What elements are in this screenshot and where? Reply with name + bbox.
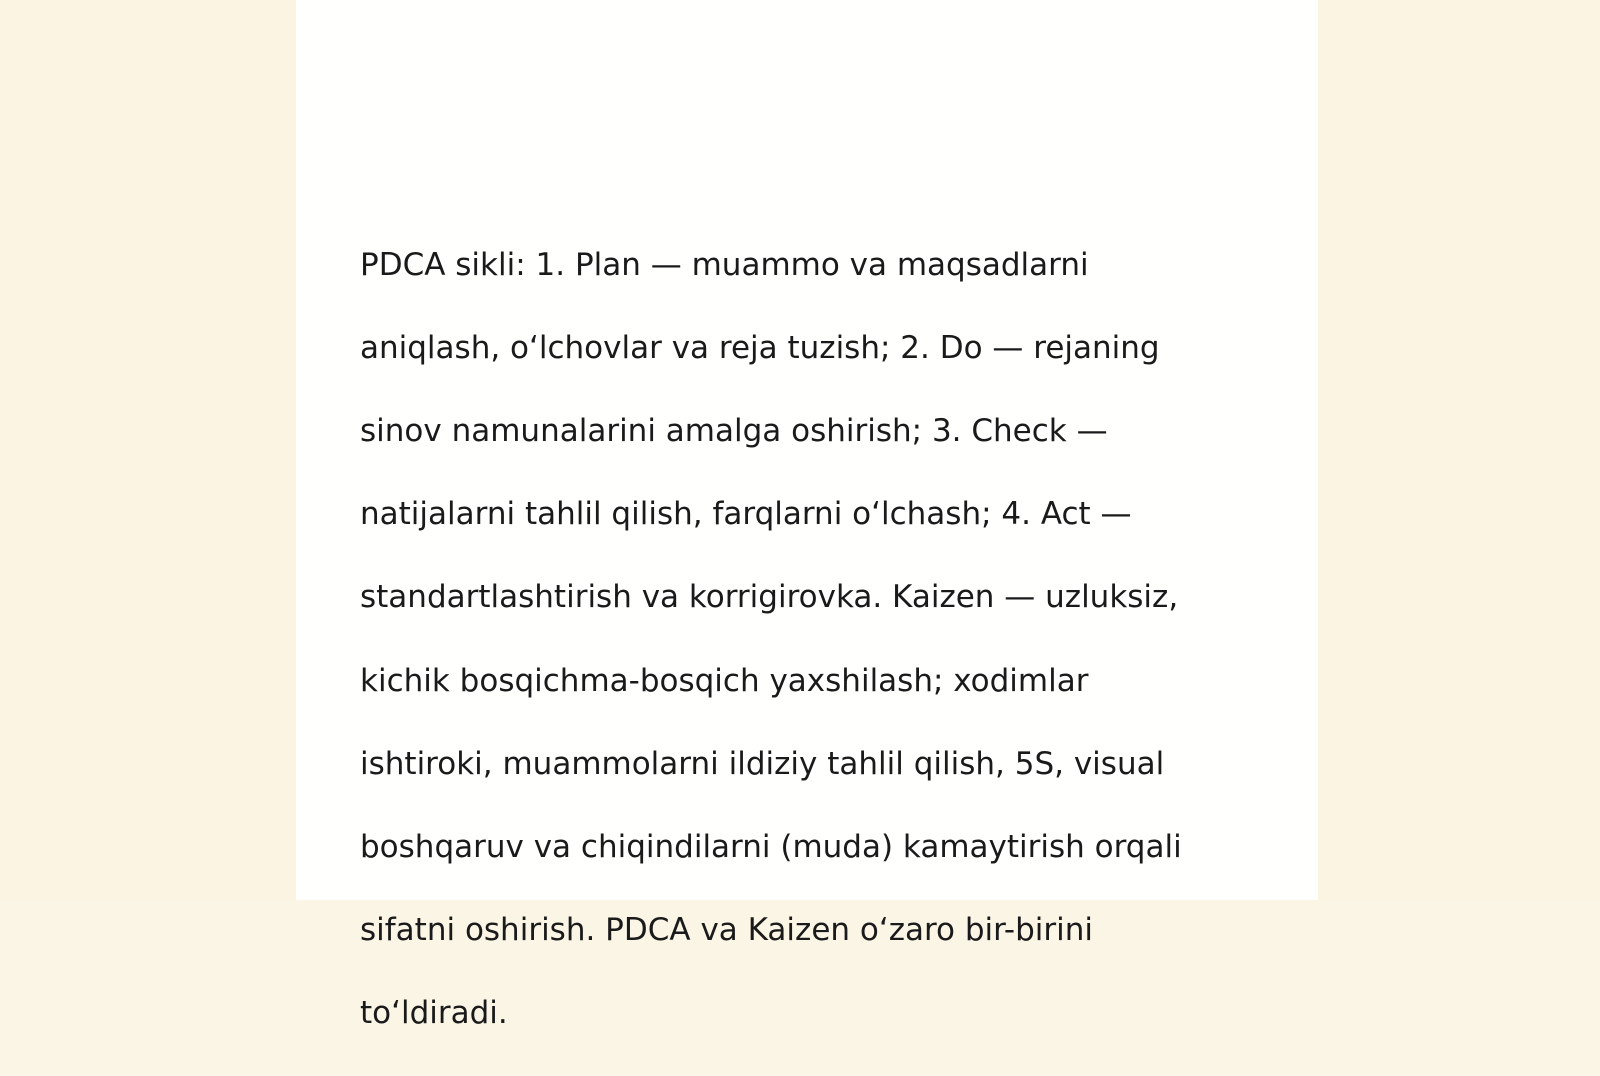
right-margin — [1318, 0, 1600, 900]
body-line: to‘ldiradi. — [360, 995, 508, 1032]
body-line: sifatni oshirish. PDCA va Kaizen o‘zaro bir-birini — [360, 912, 1094, 949]
slide-body-text — [360, 203, 1230, 1076]
body-line: natijalarni tahlil qilish, farqlarni o‘lchash; 4. Act — — [360, 496, 1132, 533]
body-line: standartlashtirish va korrigirovka. Kaizen — uzluksiz, — [360, 579, 1179, 616]
body-line: aniqlash, o‘lchovlar va reja tuzish; 2. Do — rejaning — [360, 329, 1160, 366]
body-line: boshqaruv va chiqindilarni (muda) kamaytirish orqali — [360, 828, 1182, 865]
body-line: sinov namunalarini amalga oshirish; 3. Check — — [360, 412, 1108, 449]
left-margin — [0, 0, 296, 900]
body-line: kichik bosqichma-bosqich yaxshilash; xodimlar — [360, 662, 1089, 699]
body-line: ishtiroki, muammolarni ildiziy tahlil qilish, 5S, visual — [360, 745, 1165, 782]
slide — [296, 0, 1318, 1032]
body-line: PDCA sikli: 1. Plan — muammo va maqsadlarni — [360, 246, 1089, 283]
